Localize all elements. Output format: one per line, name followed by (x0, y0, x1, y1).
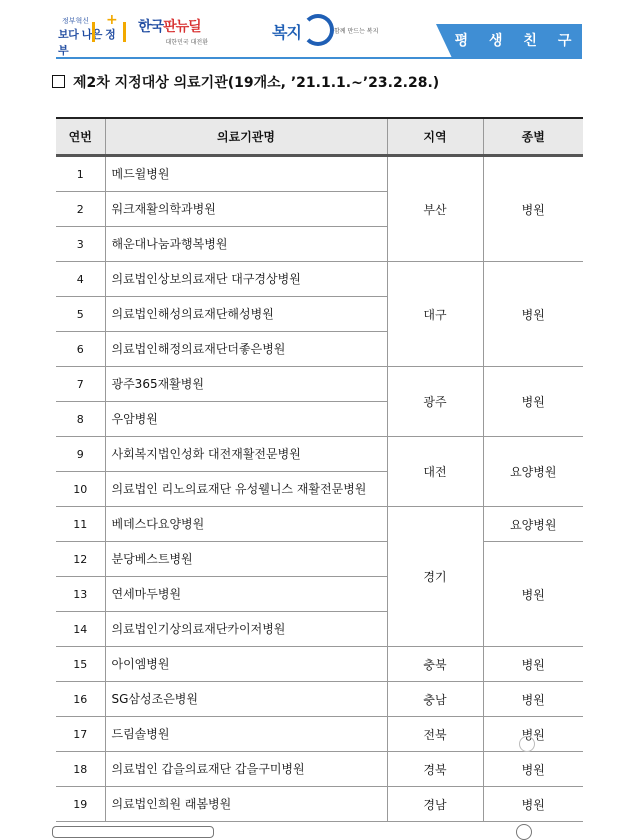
row-number: 14 (56, 612, 105, 647)
row-number: 1 (56, 156, 105, 192)
row-number: 9 (56, 437, 105, 472)
region-cell: 광주 (387, 367, 483, 437)
institution-name: SG삼성조은병원 (105, 682, 387, 717)
welfare-word: 복지 (272, 23, 301, 42)
section-title (52, 72, 439, 92)
row-number: 6 (56, 332, 105, 367)
type-cell: 병원 (483, 156, 583, 262)
table-row (56, 507, 583, 542)
row-number: 10 (56, 472, 105, 507)
institution-name: 분당베스트병원 (105, 542, 387, 577)
table-header-row (56, 118, 583, 156)
institution-name: 의료법인기상의료재단카이저병원 (105, 612, 387, 647)
ribbon-tab (436, 24, 452, 58)
table-row (56, 437, 583, 472)
type-cell: 병원 (483, 542, 583, 647)
institution-name: 연세마두병원 (105, 577, 387, 612)
row-number: 12 (56, 542, 105, 577)
type-cell: 병원 (483, 367, 583, 437)
type-cell: 병원 (483, 682, 583, 717)
new-deal-title: 한국판뉴딜 (138, 19, 201, 35)
table-row (56, 717, 583, 752)
institution-name: 의료법인상보의료재단 대구경상병원 (105, 262, 387, 297)
new-deal-subtitle: 대한민국 대전환 (165, 39, 208, 46)
institution-name: 아이엠병원 (105, 647, 387, 682)
table-row (56, 682, 583, 717)
column-header-name: 의료기관명 (105, 118, 387, 156)
institution-name: 베데스다요양병원 (105, 507, 387, 542)
region-cell: 대구 (387, 262, 483, 367)
row-number: 19 (56, 787, 105, 822)
korean-new-deal-logo (138, 16, 208, 50)
type-cell: 병원 (483, 717, 583, 752)
page-header (0, 0, 637, 62)
footer-circle-icon (516, 824, 532, 840)
footer-box (52, 826, 214, 838)
header-divider (56, 57, 582, 59)
row-number: 18 (56, 752, 105, 787)
column-header-region: 지역 (387, 118, 483, 156)
institution-name: 의료법인 갑을의료재단 갑을구미병원 (105, 752, 387, 787)
section-title-text: 제2차 지정대상 의료기관(19개소, ’21.1.1.~’23.2.28.) (73, 75, 440, 91)
institution-name: 의료법인희원 래봄병원 (105, 787, 387, 822)
government-innovation-logo (58, 12, 124, 57)
column-header-no: 연번 (56, 118, 105, 156)
row-number: 17 (56, 717, 105, 752)
checkbox-square-icon (52, 75, 65, 88)
region-cell: 경남 (387, 787, 483, 822)
type-cell: 요양병원 (483, 507, 583, 542)
region-cell: 경북 (387, 752, 483, 787)
table-row (56, 787, 583, 822)
welfare-circle-icon (302, 14, 334, 46)
welfare-tagline: 함께 만드는 복지 (334, 28, 379, 35)
faint-circle-mark (519, 736, 535, 752)
institution-name: 광주365재활병원 (105, 367, 387, 402)
row-number: 7 (56, 367, 105, 402)
table-row (56, 752, 583, 787)
row-number: 5 (56, 297, 105, 332)
row-number: 3 (56, 227, 105, 262)
institution-name: 의료법인해정의료재단더좋은병원 (105, 332, 387, 367)
institution-name: 워크재활의학과병원 (105, 192, 387, 227)
row-number: 15 (56, 647, 105, 682)
column-header-type: 종별 (483, 118, 583, 156)
row-number: 16 (56, 682, 105, 717)
logo-small-text: 정부혁신 (62, 17, 90, 25)
row-number: 13 (56, 577, 105, 612)
table-row (56, 647, 583, 682)
logo-big-text: 보다 나은 정부 (58, 28, 116, 57)
table-row (56, 542, 583, 577)
institution-name: 드림솔병원 (105, 717, 387, 752)
type-cell: 병원 (483, 752, 583, 787)
type-cell: 병원 (483, 647, 583, 682)
table-row (56, 262, 583, 297)
region-cell: 경기 (387, 507, 483, 647)
region-cell: 충북 (387, 647, 483, 682)
table-row (56, 367, 583, 402)
institution-name: 해운대나눔과행복병원 (105, 227, 387, 262)
lifelong-friend-ribbon (452, 24, 582, 58)
welfare-logo (272, 14, 402, 48)
type-cell: 병원 (483, 262, 583, 367)
institution-name: 의료법인 리노의료재단 유성웰니스 재활전문병원 (105, 472, 387, 507)
medical-institution-table (56, 117, 583, 822)
region-cell: 충남 (387, 682, 483, 717)
type-cell: 요양병원 (483, 437, 583, 507)
type-cell: 병원 (483, 787, 583, 822)
institution-name: 사회복지법인성화 대전재활전문병원 (105, 437, 387, 472)
institution-name: 우암병원 (105, 402, 387, 437)
region-cell: 전북 (387, 717, 483, 752)
plus-icon: + (106, 12, 118, 28)
ribbon-label: 평 생 친 구 (454, 33, 580, 49)
table-row (56, 156, 583, 192)
row-number: 11 (56, 507, 105, 542)
region-cell: 대전 (387, 437, 483, 507)
row-number: 8 (56, 402, 105, 437)
row-number: 2 (56, 192, 105, 227)
region-cell: 부산 (387, 156, 483, 262)
institution-name: 의료법인해성의료재단해성병원 (105, 297, 387, 332)
institution-name: 메드윌병원 (105, 156, 387, 192)
row-number: 4 (56, 262, 105, 297)
